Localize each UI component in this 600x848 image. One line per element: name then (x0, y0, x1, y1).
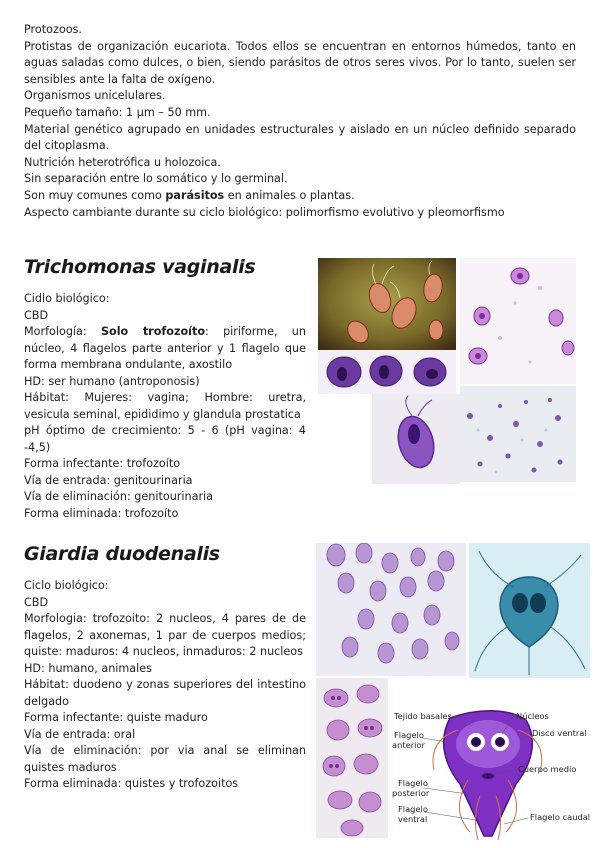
giardia-photo-stain (316, 678, 388, 838)
intro-line-parasites: Son muy comunes como parásitos en animales o plantas. (24, 188, 355, 202)
label-flagelo-posterior-2: posterior (392, 788, 430, 798)
label-nucleos: Núcleos (516, 711, 549, 721)
intro-line: Sin separación entre lo somático y lo germinal. (24, 172, 288, 186)
label-flagelo-anterior: Flagelo (394, 730, 424, 740)
trichomonas-info (24, 291, 306, 522)
trichomonas-title: Trichomonas vaginalis (24, 256, 256, 278)
info-line: Vía de entrada: genitourinaria (24, 473, 193, 487)
info-line: Vía de eliminación: genitourinaria (24, 490, 214, 503)
info-line: Cidlo biológico: (24, 292, 110, 305)
label-cuerpo-medio: Cuerpo medio (518, 764, 577, 774)
parasites-bold: parásitos (165, 188, 225, 202)
label-flagelo-ventral: Flagelo (398, 804, 428, 814)
info-line: Forma eliminada: trofozoíto (24, 506, 179, 520)
intro-line: Nutrición heterotrófica u holozoica. (24, 155, 221, 169)
intro-line: Pequeño tamaño: 1 μm – 50 mm. (24, 105, 211, 119)
info-line: Forma infectante: quiste maduro (24, 711, 208, 724)
info-line: Morfologia: trofozoito: 2 nucleos, 4 pares de de flagelos, 2 axonemas, 1 par de cuerpos medios; quiste: maduros: 4 nucleos, inmaduros: 2 nucleos (24, 612, 306, 658)
info-line: HD: humano, animales (24, 661, 152, 675)
label-flagelo-ventral-2: ventral (398, 814, 428, 824)
info-line: CBD (24, 308, 49, 322)
info-line: Hábitat: Mujeres: vagina; Hombre: uretra, vesicula seminal, epididimo y glandula prostatica (24, 391, 306, 421)
info-line: CBD (24, 595, 49, 609)
trichomonas-photo-purple-cells (318, 350, 456, 394)
trichomonas-photo-stained (460, 258, 576, 384)
intro-line: Aspecto cambiante durante su ciclo biológico: polimorfismo evolutivo y pleomorfismo (24, 205, 505, 219)
info-line: Vía de entrada: oral (24, 727, 136, 741)
intro-line: Protistas de organización eucariota. Todos ellos se encuentran en entornos húmedos, tanto en aguas saladas como dulces, o bien, siendo parásitos de otros seres vivos. Por lo tanto, suelen ser sensibles ante la falta de oxígeno. (24, 39, 576, 86)
info-line: Forma eliminada: quistes y trofozoitos (24, 777, 239, 790)
info-line: Forma infectante: trofozoíto (24, 457, 181, 470)
label-flagelo-posterior: Flagelo (398, 778, 428, 788)
label-flagelo-caudal: Flagelo caudal (530, 812, 591, 822)
trichomonas-photo-single (372, 394, 460, 484)
intro-section (24, 22, 576, 221)
info-line: Vía de eliminación: por via anal se eliminan quistes maduros (24, 744, 306, 774)
info-line: HD: ser humano (antroponosis) (24, 374, 200, 388)
info-line-morphology: Morfología: Solo trofozoíto: piriforme, un núcleo, 4 flagelos parte anterior y 1 flagelo que forma membrana ondulante, axostilo (24, 325, 306, 371)
intro-title: Protozoos. (24, 23, 82, 36)
trichomonas-photo-brown (318, 258, 456, 350)
intro-line: Organismos unicelulares. (24, 89, 166, 103)
label-disco-ventral: Disco ventral (532, 728, 587, 738)
intro-line: Material genético agrupado en unidades estructurales y aislado en un núcleo definido separado del citoplasma. (24, 122, 576, 153)
giardia-photo-trophozoites (316, 543, 466, 676)
info-line: Hábitat: duodeno y zonas superiores del intestino delgado (24, 678, 306, 708)
trichomonas-photo-smear (460, 386, 576, 482)
label-tejido-basales: Tejido basales (394, 711, 452, 721)
info-line: pH óptimo de crecimiento: 5 - 6 (pH vagina: 4 -4,5) (24, 424, 306, 454)
giardia-title: Giardia duodenalis (24, 543, 220, 565)
giardia-photo-blue (469, 543, 590, 678)
label-flagelo-anterior-2: anterior (392, 740, 425, 750)
giardia-diagram (388, 700, 600, 848)
info-line: Ciclo biológico: (24, 579, 109, 592)
giardia-info (24, 578, 306, 793)
